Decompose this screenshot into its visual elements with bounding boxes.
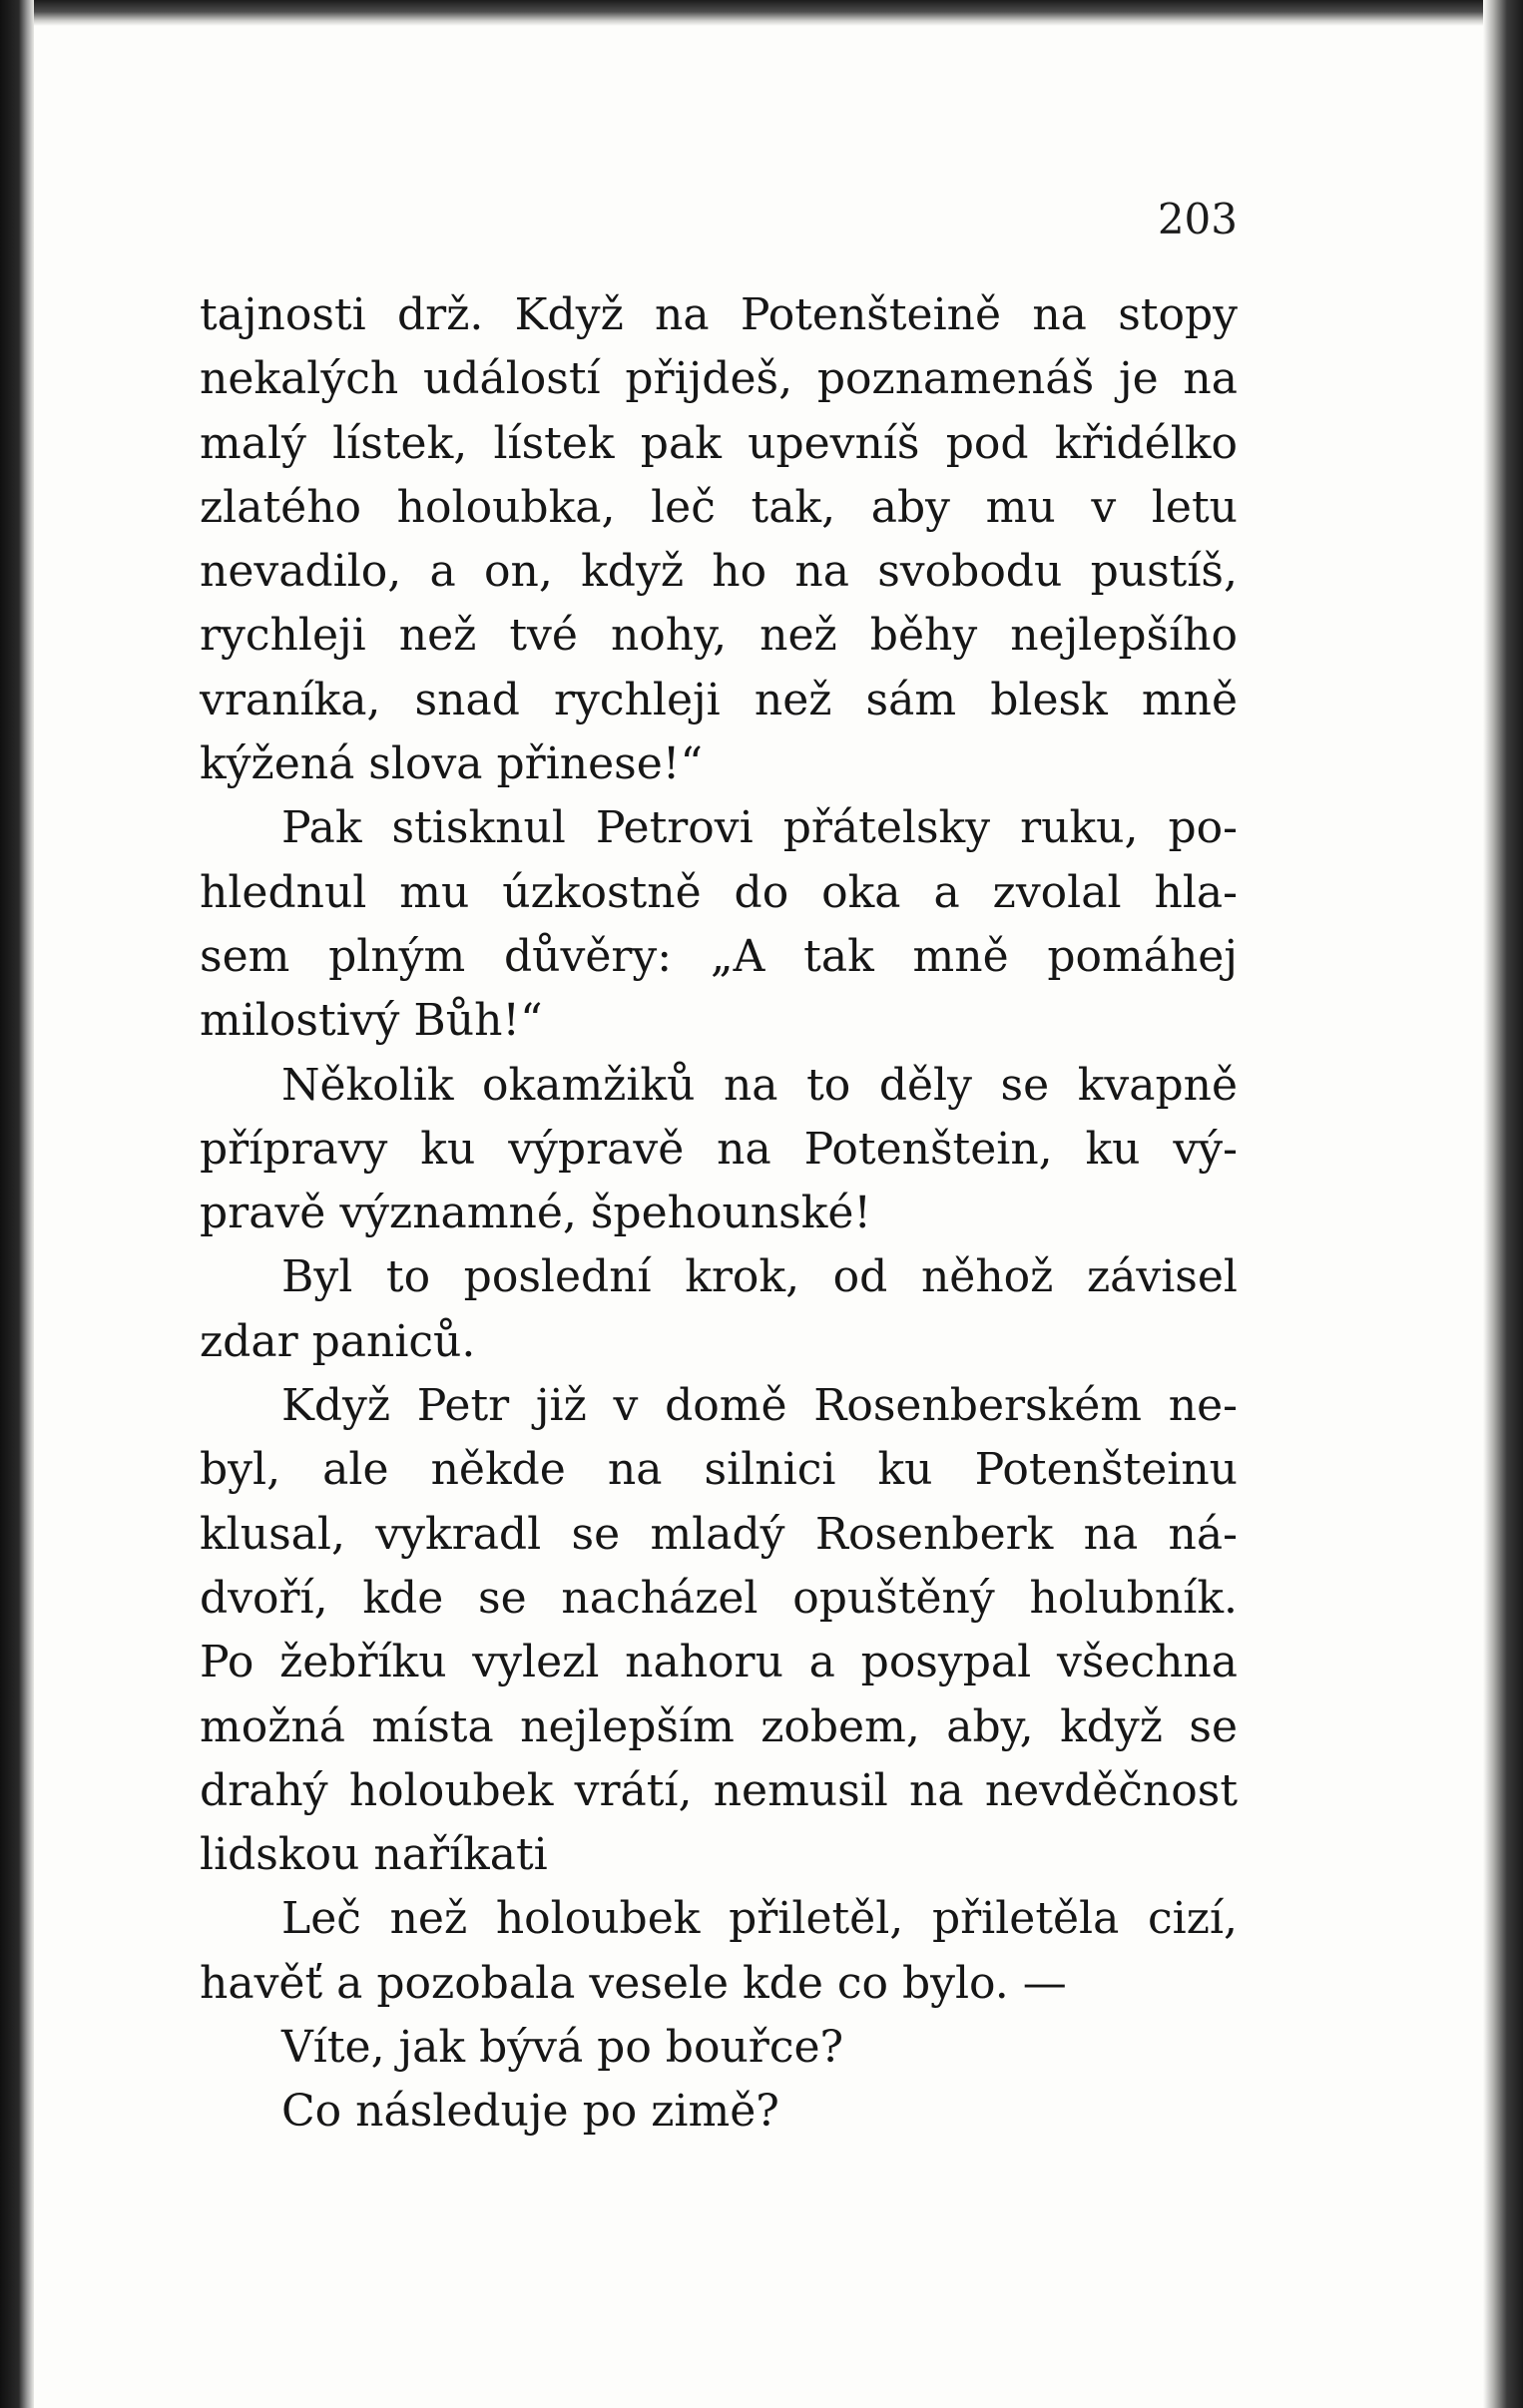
text-line: Několik okamžiků na to děly se kvapně <box>281 1059 1238 1111</box>
text-line: tajnosti drž. Když na Potenšteině na stopy <box>200 289 1238 340</box>
text-line: havěť a pozobala vesele kde co bylo. — <box>200 1957 1067 2009</box>
text-line: Leč než holoubek přiletěl, přiletěla cizí, <box>281 1893 1238 1945</box>
text-line: možná místa nejlepším zobem, aby, když se <box>200 1700 1238 1752</box>
text-line: rychleji než tvé nohy, než běhy nejlepšího <box>200 610 1238 662</box>
text-line: hlednul mu úzkostně do oka a zvolal hla- <box>200 866 1238 918</box>
text-line: přípravy ku výpravě na Potenštein, ku vý- <box>200 1123 1238 1175</box>
text-line: Když Petr již v domě Rosenberském ne- <box>281 1380 1238 1432</box>
scan-right-border <box>1483 0 1523 2408</box>
body-text <box>200 283 1238 2145</box>
text-line: Co následuje po zimě? <box>281 2086 779 2138</box>
text-line: Pak stisknul Petrovi přátelsky ruku, po- <box>281 802 1238 854</box>
text-line: Byl to poslední krok, od něhož závisel <box>281 1251 1238 1303</box>
text-line: zlatého holoubka, leč tak, aby mu v letu <box>200 481 1238 533</box>
page-number: 203 <box>1157 195 1238 243</box>
text-line: byl, ale někde na silnici ku Potenšteinu <box>200 1444 1238 1496</box>
text-line: dvoří, kde se nacházel opuštěný holubník. <box>200 1572 1238 1624</box>
text-line: malý lístek, lístek pak upevníš pod křidélko <box>200 417 1238 469</box>
scan-left-border <box>0 0 34 2408</box>
text-line: nevadilo, a on, když ho na svobodu pustíš, <box>200 546 1238 598</box>
text-line: pravě významné, špehounské! <box>200 1188 872 1239</box>
text-line: kýžená slova přinese!“ <box>200 738 703 790</box>
text-line: klusal, vykradl se mladý Rosenberk na ná- <box>200 1508 1238 1560</box>
text-line: lidskou naříkati <box>200 1829 548 1881</box>
text-line: sem plným důvěry: „A tak mně pomáhej <box>200 930 1238 982</box>
text-line: nekalých událostí přijdeš, poznamenáš je na <box>200 353 1238 405</box>
scan-top-border <box>0 0 1523 26</box>
text-line: vraníka, snad rychleji než sám blesk mně <box>200 674 1238 725</box>
text-line: Víte, jak bývá po bouřce? <box>281 2022 844 2074</box>
text-line: drahý holoubek vrátí, nemusil na nevděčnost <box>200 1764 1238 1816</box>
text-line: Po žebříku vylezl nahoru a posypal všechna <box>200 1637 1238 1688</box>
text-line: milostivý Bůh!“ <box>200 995 543 1047</box>
text-line: zdar paniců. <box>200 1315 476 1367</box>
